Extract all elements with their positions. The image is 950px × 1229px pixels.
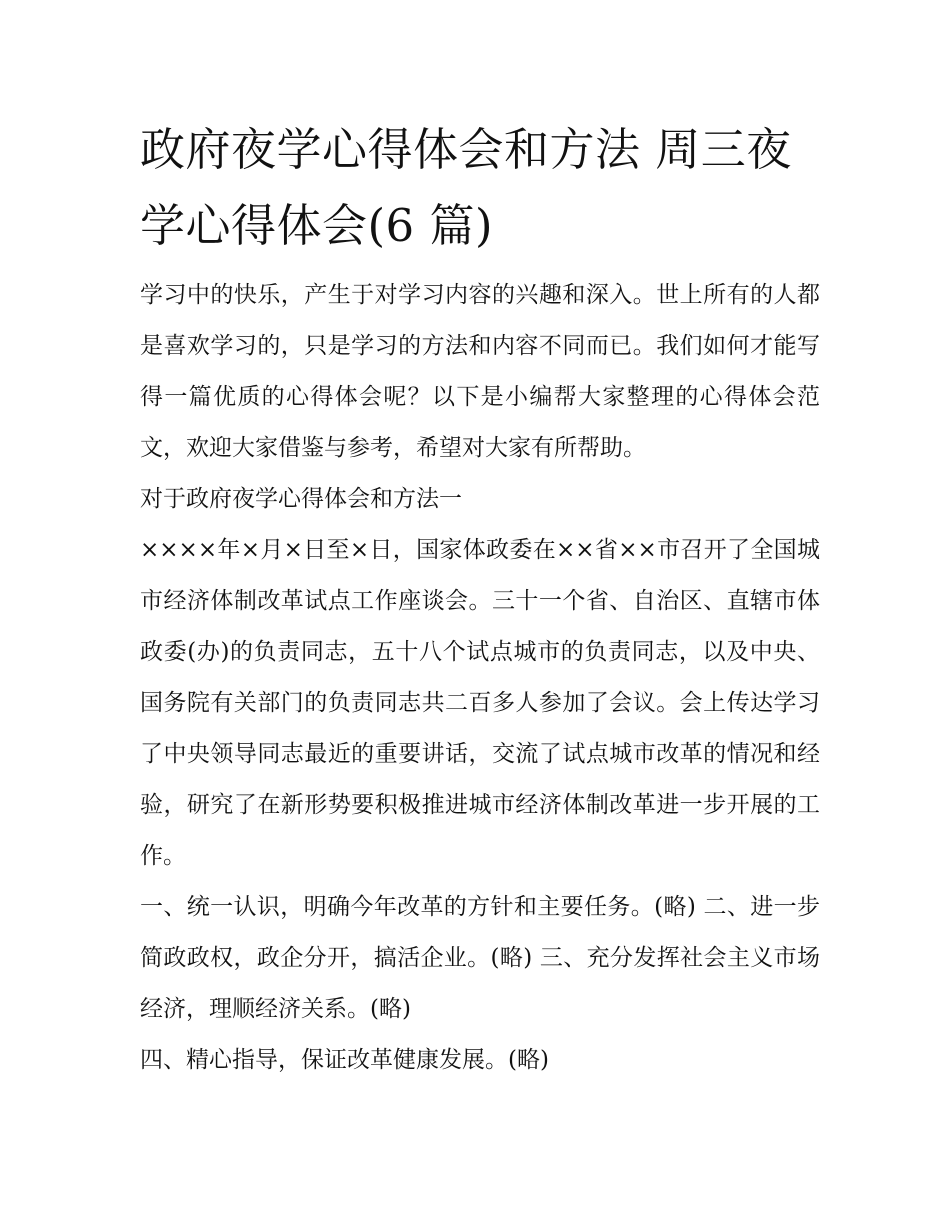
- intro-paragraph: 学习中的快乐，产生于对学习内容的兴趣和深入。世上所有的人都是喜欢学习的，只是学习的方法和内容不同而已。我们如何才能写得一篇优质的心得体会呢？以下是小编帮大家整理的心得体会范文，欢迎大家借鉴与参考，希望对大家有所帮助。: [140, 282, 820, 461]
- document-title: 政府夜学心得体会和方法 周三夜学心得体会(6 篇): [140, 123, 792, 252]
- list-paragraph: 一、统一认识，明确今年改革的方针和主要任务。(略) 二、进一步简政政权，政企分开，搞活企业。(略) 三、充分发挥社会主义市场经济，理顺经济关系。(略): [140, 894, 820, 1022]
- document-page: [140, 112, 820, 1086]
- section-heading: 对于政府夜学心得体会和方法一: [140, 486, 462, 512]
- body-paragraph: ××××年×月×日至×日，国家体政委在××省××市召开了全国城市经济体制改革试点工作座谈会。三十一个省、自治区、直辖市体政委(办)的负责同志，五十八个试点城市的负责同志，以及中央、国务院有关部门的负责同志共二百多人参加了会议。会上传达学习了中央领导同志最近的重要讲话，交流了试点城市改革的情况和经验，研究了在新形势要积极推进城市经济体制改革进一步开展的工作。: [140, 537, 820, 869]
- list-paragraph-last: 四、精心指导，保证改革健康发展。(略): [140, 1047, 549, 1073]
